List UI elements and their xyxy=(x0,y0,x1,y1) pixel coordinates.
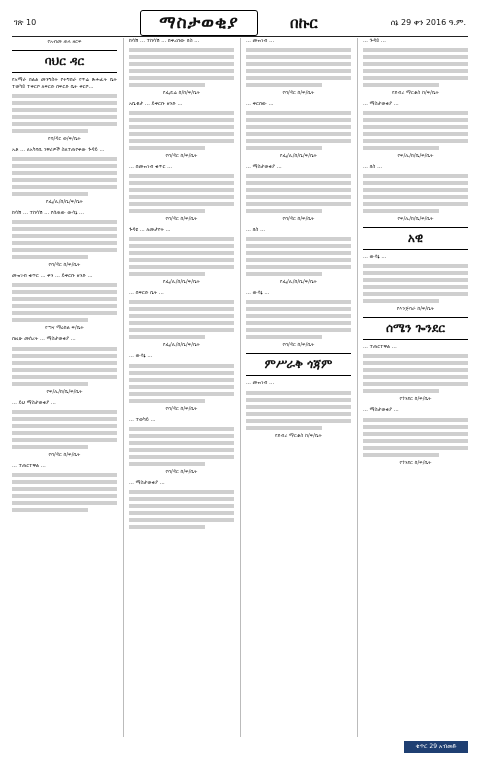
text-line xyxy=(129,497,234,501)
text-line xyxy=(12,234,117,238)
notice-signature: የባ/ዳር ከ/ፍ/ቤት xyxy=(165,405,198,412)
section-heading: ምሥራቅ ጎጃም xyxy=(246,353,351,376)
text-line xyxy=(129,321,234,325)
text-line xyxy=(363,69,468,73)
text-lines xyxy=(363,111,468,150)
text-line xyxy=(12,347,117,351)
text-line xyxy=(12,164,117,168)
notice-signature: የባ/ዳር ከ/ፍ/ቤት xyxy=(282,216,315,223)
text-line xyxy=(12,431,117,435)
text-line xyxy=(12,283,117,287)
text-line xyxy=(246,76,351,80)
text-line xyxy=(129,195,234,199)
text-line xyxy=(12,311,117,315)
notice-signature: የጎንደር ከ/ፍ/ቤት xyxy=(399,396,432,403)
text-line xyxy=(129,48,234,52)
text-line xyxy=(246,62,351,66)
section-heading: ሰሜን ጐንደር xyxy=(363,317,468,340)
text-line xyxy=(246,244,351,248)
section-masthead: ማስታወቂያ xyxy=(140,10,258,36)
text-lines xyxy=(246,300,351,339)
text-lines xyxy=(246,48,351,87)
newspaper-brand: በኩር xyxy=(290,14,318,32)
text-line xyxy=(12,417,117,421)
text-line xyxy=(363,425,468,429)
text-line xyxy=(12,473,117,477)
notice-text: ... ውሳኔ ... xyxy=(363,254,387,261)
text-line xyxy=(246,139,351,143)
text-line xyxy=(12,480,117,484)
text-line xyxy=(12,241,117,245)
notice-signature: የባ/ዳር ከ/ፍ/ቤት xyxy=(165,468,198,475)
column-4 xyxy=(357,38,468,737)
notice-signature: የፌ/ሊ/ከ/ቤ/ፍ/ቤት xyxy=(162,342,201,349)
notice-signature: የደብረ ማርቆስ ከ/ፍ/ቤት xyxy=(274,432,322,439)
text-lines xyxy=(12,283,117,322)
text-line xyxy=(246,209,322,213)
text-line xyxy=(12,248,117,252)
text-line xyxy=(129,378,234,382)
text-line xyxy=(246,146,322,150)
text-line xyxy=(246,69,351,73)
text-line xyxy=(246,55,351,59)
text-line xyxy=(129,328,234,332)
notice-signature: የባ/ዳር ከ/ፍ/ቤት xyxy=(48,451,81,458)
text-line xyxy=(129,118,234,122)
notice-text: ... ቀርበው ... xyxy=(246,101,274,108)
notice-signature: የእንጅባራ ከ/ፍ/ቤት xyxy=(396,306,435,313)
text-lines xyxy=(129,300,234,339)
text-lines xyxy=(363,174,468,213)
text-line xyxy=(363,132,468,136)
text-line xyxy=(246,405,351,409)
text-line xyxy=(246,202,351,206)
text-lines xyxy=(363,264,468,303)
notice-signature: የደብረ ማርቆስ ከ/ፍ/ቤት xyxy=(391,90,439,97)
text-line xyxy=(129,434,234,438)
notice-signature: የፌ/ሊ/ከ/ቤ/ፍ/ቤት xyxy=(162,279,201,286)
notice-signature: የጣና ማዕከል ፍ/ቤት xyxy=(45,325,84,332)
text-line xyxy=(246,118,351,122)
text-line xyxy=(12,192,88,196)
text-line xyxy=(12,424,117,428)
text-lines xyxy=(12,157,117,196)
text-line xyxy=(129,272,205,276)
text-line xyxy=(12,108,117,112)
text-line xyxy=(129,237,234,241)
notice-signature: የባ/ዳር ወ/ፍ/ቤት xyxy=(48,136,81,143)
text-line xyxy=(12,361,117,365)
footer-badge: ቁጥር 29 አብመድ xyxy=(404,741,468,753)
text-line xyxy=(363,76,468,80)
notice-signature: የፌ/ሊ/ከ/ቤ/ፍ/ቤት xyxy=(279,279,318,286)
text-line xyxy=(129,335,205,339)
text-lines xyxy=(12,347,117,386)
notice-signature: የባ/ዳር ከ/ፍ/ቤት xyxy=(48,262,81,269)
text-line xyxy=(129,188,234,192)
text-line xyxy=(129,441,234,445)
notice-text: ... ተወካይ ... xyxy=(129,416,156,423)
text-line xyxy=(129,300,234,304)
text-line xyxy=(363,118,468,122)
notice-text: ... ማስታወቂያ ... xyxy=(363,407,399,414)
page-header xyxy=(12,10,468,37)
text-line xyxy=(363,202,468,206)
text-line xyxy=(363,354,468,358)
notice-signature: የጎንደር ከ/ፍ/ቤት xyxy=(399,459,432,466)
text-line xyxy=(363,209,439,213)
text-line xyxy=(363,375,468,379)
text-line xyxy=(12,438,117,442)
notice-text: አቤቱታ ... ይቀርቡ ዘንድ ... xyxy=(129,101,183,108)
section-heading: ባህር ዳር xyxy=(12,50,117,73)
text-line xyxy=(129,448,234,452)
text-line xyxy=(129,244,234,248)
notice-text: ... ውሳኔ ... xyxy=(246,290,270,297)
text-line xyxy=(363,55,468,59)
text-line xyxy=(129,76,234,80)
notice-text: የአማራ ክልል መንግስት የትግበራ የጥሬ ጽሕፈት ቤት ተወካይ ተቀርቦ ለፍርድ በፍርድ ቤት ቀርቦ... xyxy=(12,77,117,91)
text-lines xyxy=(129,490,234,529)
notice-signature: የፍ/ሊ/ከ/ቤ/ፍ/ቤት xyxy=(46,388,83,395)
text-line xyxy=(129,385,234,389)
text-lines xyxy=(12,473,117,512)
text-line xyxy=(12,101,117,105)
text-line xyxy=(129,518,234,522)
text-line xyxy=(129,139,234,143)
text-line xyxy=(363,382,468,386)
text-line xyxy=(129,69,234,73)
text-line xyxy=(246,314,351,318)
text-line xyxy=(246,300,351,304)
text-line xyxy=(246,426,322,430)
text-lines xyxy=(12,220,117,259)
text-lines xyxy=(246,111,351,150)
text-line xyxy=(12,255,88,259)
text-line xyxy=(12,115,117,119)
notice-signature: የባ/ዳር ከ/ፍ/ቤት xyxy=(282,90,315,97)
text-lines xyxy=(12,410,117,449)
text-lines xyxy=(129,427,234,466)
text-line xyxy=(129,209,205,213)
text-line xyxy=(129,392,234,396)
text-line xyxy=(129,399,205,403)
text-line xyxy=(363,125,468,129)
ad-columns xyxy=(12,38,468,737)
text-line xyxy=(129,462,205,466)
column-2 xyxy=(123,38,234,737)
notice-signature: የፍ/ሊ/ከ/ቤ/ፍ/ቤት xyxy=(397,216,434,223)
text-line xyxy=(363,292,468,296)
notice-text: ... ማስታወቂያ ... xyxy=(246,164,282,171)
text-line xyxy=(246,83,322,87)
text-line xyxy=(129,174,234,178)
text-line xyxy=(12,368,117,372)
text-line xyxy=(246,419,351,423)
text-line xyxy=(363,62,468,66)
text-lines xyxy=(129,174,234,213)
section-heading: አዊ xyxy=(363,227,468,250)
text-lines xyxy=(363,418,468,457)
text-line xyxy=(363,418,468,422)
text-line xyxy=(246,335,322,339)
text-line xyxy=(129,111,234,115)
text-line xyxy=(363,264,468,268)
notice-text: አቶ ... ለአካባቢ ነዋሪዎች ስለተጠየቀው ጉዳይ ... xyxy=(12,147,105,154)
notice-text: ... ውሳኔ ... xyxy=(129,353,153,360)
text-line xyxy=(246,258,351,262)
text-line xyxy=(129,251,234,255)
text-line xyxy=(246,307,351,311)
text-line xyxy=(246,125,351,129)
text-lines xyxy=(363,48,468,87)
text-line xyxy=(246,48,351,52)
notice-text: ... መዝገብ ... xyxy=(246,38,275,44)
text-line xyxy=(129,55,234,59)
notice-text: ... ተጠርተዋል ... xyxy=(12,462,46,469)
text-line xyxy=(363,453,439,457)
text-line xyxy=(246,265,351,269)
notice-text: ... ማስታወቂያ ... xyxy=(129,479,165,486)
text-line xyxy=(246,412,351,416)
text-line xyxy=(129,314,234,318)
text-line xyxy=(129,125,234,129)
text-line xyxy=(129,427,234,431)
text-line xyxy=(129,511,234,515)
text-line xyxy=(246,251,351,255)
text-line xyxy=(246,188,351,192)
text-line xyxy=(363,446,468,450)
text-line xyxy=(12,501,117,505)
text-line xyxy=(12,375,117,379)
notice-text: ... መዝገብ ... xyxy=(246,380,275,387)
text-line xyxy=(246,111,351,115)
notice-signature: የባ/ዳር ከ/ፍ/ቤት xyxy=(282,342,315,349)
text-lines xyxy=(12,94,117,133)
text-lines xyxy=(363,354,468,393)
text-line xyxy=(12,445,88,449)
notice-text: ... ማስታወቂያ ... xyxy=(363,101,399,108)
text-line xyxy=(129,364,234,368)
text-line xyxy=(12,171,117,175)
text-line xyxy=(12,178,117,182)
text-line xyxy=(129,307,234,311)
text-line xyxy=(246,398,351,402)
text-line xyxy=(129,490,234,494)
text-line xyxy=(246,391,351,395)
text-line xyxy=(12,94,117,98)
text-line xyxy=(129,83,205,87)
notice-signature: የባ/ዳር ከ/ፍ/ቤት xyxy=(165,216,198,223)
notice-text: በዚሁ መሰረት ... ማስታወቂያ ... xyxy=(12,336,76,343)
text-line xyxy=(363,439,468,443)
text-line xyxy=(12,220,117,224)
notice-text: ... ይህ ማስታወቂያ ... xyxy=(12,399,56,406)
text-line xyxy=(12,487,117,491)
text-line xyxy=(246,195,351,199)
text-line xyxy=(363,271,468,275)
text-line xyxy=(129,146,205,150)
notice-text: ከሳሽ ... ተከሳሽ ... በቀረበው ክስ ... xyxy=(129,38,200,44)
notice-text: ... በመዝገብ ቁጥር ... xyxy=(129,164,173,171)
text-lines xyxy=(129,237,234,276)
text-line xyxy=(12,297,117,301)
text-line xyxy=(363,432,468,436)
text-lines xyxy=(129,48,234,87)
notice-signature: የፍ/ሊ/ከ/ቤ/ፍ/ቤት xyxy=(397,153,434,160)
text-lines xyxy=(246,174,351,213)
text-line xyxy=(246,321,351,325)
text-line xyxy=(12,304,117,308)
notice-text: መዝገብ ቁጥር ... ቀን ... ይቀርቡ ዘንድ ... xyxy=(12,273,93,280)
text-line xyxy=(363,278,468,282)
text-line xyxy=(363,174,468,178)
text-line xyxy=(246,181,351,185)
text-line xyxy=(363,299,439,303)
page-footer xyxy=(12,741,468,753)
text-line xyxy=(129,504,234,508)
text-line xyxy=(12,290,117,294)
text-line xyxy=(12,508,88,512)
text-line xyxy=(129,525,205,529)
column-1 xyxy=(12,38,117,737)
text-line xyxy=(12,157,117,161)
text-line xyxy=(363,195,468,199)
page-number: ገጽ 10 xyxy=(14,18,37,27)
text-line xyxy=(12,227,117,231)
notice-text: ጉዳዩ ... ለመታየት ... xyxy=(129,227,171,234)
text-line xyxy=(246,237,351,241)
text-line xyxy=(363,111,468,115)
text-line xyxy=(363,361,468,365)
text-line xyxy=(129,455,234,459)
notice-text: ... ተጠርተዋል ... xyxy=(363,344,397,351)
text-line xyxy=(363,139,468,143)
text-line xyxy=(12,129,88,133)
text-line xyxy=(129,132,234,136)
text-lines xyxy=(246,391,351,430)
text-line xyxy=(129,265,234,269)
text-line xyxy=(129,181,234,185)
text-line xyxy=(246,328,351,332)
text-line xyxy=(363,181,468,185)
text-line xyxy=(363,368,468,372)
text-line xyxy=(129,202,234,206)
text-line xyxy=(12,382,88,386)
notice-signature: የፌዴሬ ከ/ከ/ፍ/ቤት xyxy=(162,90,201,97)
text-line xyxy=(363,48,468,52)
notice-signature: የአብመ ጠላ ዘርፍ xyxy=(47,39,82,45)
text-line xyxy=(363,83,439,87)
text-line xyxy=(12,494,117,498)
text-line xyxy=(363,146,439,150)
text-line xyxy=(363,389,439,393)
notice-text: ከሳሽ ... ተከሳሽ ... የሰጠው ውሳኔ ... xyxy=(12,210,85,217)
column-3 xyxy=(240,38,351,737)
notice-signature: የፌ/ሊ/ከ/ቤ/ፍ/ቤት xyxy=(279,153,318,160)
text-lines xyxy=(129,364,234,403)
notice-signature: የፌ/ሊ/ከ/ቤ/ፍ/ቤት xyxy=(45,199,84,206)
notice-signature: የባ/ዳር ከ/ፍ/ቤት xyxy=(165,153,198,160)
text-line xyxy=(12,354,117,358)
text-line xyxy=(246,132,351,136)
text-line xyxy=(12,318,88,322)
text-line xyxy=(129,258,234,262)
text-line xyxy=(363,188,468,192)
notice-text: ... በፍርድ ቤት ... xyxy=(129,290,164,297)
notice-text: ... ክስ ... xyxy=(363,164,383,171)
text-lines xyxy=(129,111,234,150)
text-line xyxy=(129,371,234,375)
dateline: ሰኔ 29 ቀን 2016 ዓ.ም. xyxy=(390,18,466,27)
text-line xyxy=(12,122,117,126)
text-line xyxy=(246,174,351,178)
text-line xyxy=(12,410,117,414)
text-line xyxy=(12,185,117,189)
notice-text: ... ክስ ... xyxy=(246,227,266,234)
notice-text: ... ጉዳይ ... xyxy=(363,38,386,44)
text-line xyxy=(129,62,234,66)
text-line xyxy=(363,285,468,289)
text-lines xyxy=(246,237,351,276)
text-line xyxy=(246,272,322,276)
